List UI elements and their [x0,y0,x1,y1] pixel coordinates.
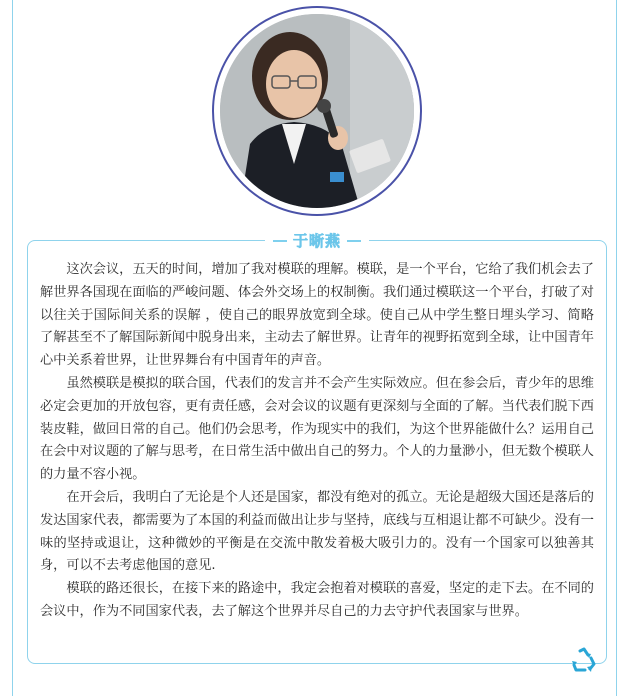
portrait-ring [212,6,422,216]
author-name: 于晰燕 [292,232,342,250]
name-header [265,230,369,251]
portrait-photo [220,14,414,208]
paragraph: 模联的路还很长，在接下来的路途中，我定会抱着对模联的喜爱，坚定的走下去。在不同的会议中，作为不同国家代表，去了解这个世界并尽自己的力去守护代表国家与世界。 [40,581,594,619]
title-dash-left [273,240,287,242]
paragraph: 在开会后，我明白了无论是个人还是国家，都没有绝对的孤立。无论是超级大国还是落后的发达国家代表，都需要为了本国的利益而做出让步与坚持，底线与互相退让都不可缺少。没有一味的坚持或退让，这种微妙的平衡是在交流中散发着极大吸引力的。没有一个国家可以独善其身，可以不去考虑他国的意见. [40,489,594,574]
paragraph: 这次会议，五天的时间，增加了我对模联的理解。模联，是一个平台，它给了我们机会去了解世界各国现在面临的严峻问题、体会外交场上的权制衡。我们通过模联这一个平台，打破了对以往关于国际间关系的误解 ，使自己的眼界放宽到全球。使自己从中学生整日埋头学习、简略了解甚至不了解国际新闻中脱身出来，主动去了解世界。让青年的视野拓宽到全球，让中国青年心中关系着世界，让世界舞台有中国青年的声音。 [40,262,594,369]
paragraph: 虽然模联是模拟的联合国，代表们的发言并不会产生实际效应。但在参会后，青少年的思维必定会更加的开放包容，更有责任感，会对会议的议题有更深刻与全面的了解。当代表们脱下西装皮鞋，做回日常的自己。他们仍会思考，作为现实中的我们，为这个世界能做什么？运用自己在会中对议题的了解与思考，在日常生活中做出自己的努力。个人的力量渺小，但无数个模联人的力量不容小视。 [40,375,594,483]
article-card [27,232,607,664]
article-body [40,259,594,624]
title-dash-right [347,240,361,242]
recycle-icon [570,646,598,674]
